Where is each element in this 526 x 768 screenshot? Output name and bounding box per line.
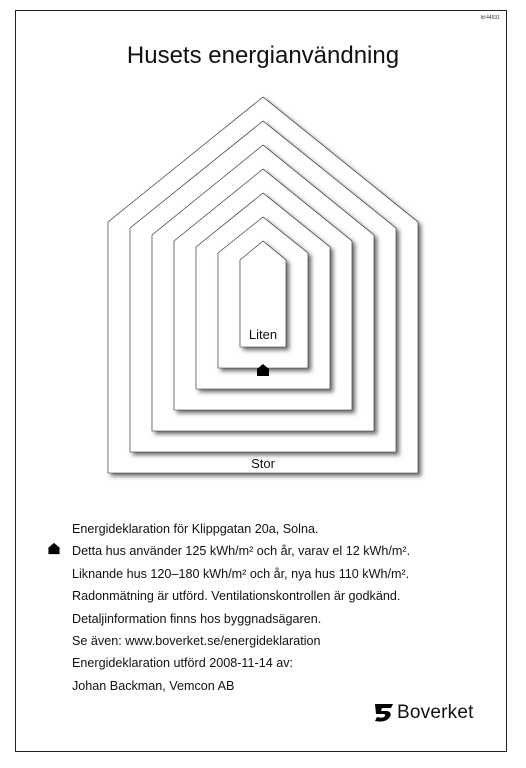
this-house-marker-icon [47, 542, 61, 555]
logo-text: Boverket [397, 702, 474, 723]
scale-large-label: Stor [251, 456, 275, 471]
info-line: Energideklaration utförd 2008-11-14 av: [72, 656, 293, 671]
page-title: Husets energianvändning [126, 42, 400, 69]
info-line: Liknande hus 120–180 kWh/m² och år, nya hus 110 kWh/m². [72, 566, 410, 581]
boverket-logo [372, 702, 474, 724]
info-line: Johan Backman, Vemcon AB [72, 678, 235, 693]
declaration-info [72, 518, 410, 697]
info-line: Energideklaration för Klippgatan 20a, Solna. [72, 522, 319, 536]
info-line: Se även: www.boverket.se/energideklaration [72, 634, 321, 649]
info-line: Detaljinformation finns hos byggnadsägaren. [72, 611, 322, 626]
house-outlines [108, 97, 418, 473]
scale-small-label: Liten [248, 327, 278, 342]
info-line: Detta hus använder 125 kWh/m² och år, varav el 12 kWh/m². [72, 544, 411, 559]
document-id: Id:44531 [480, 15, 500, 21]
info-line: Radonmätning är utförd. Ventilationskontrollen är godkänd. [72, 589, 401, 604]
boverket-logo-icon [372, 703, 394, 723]
